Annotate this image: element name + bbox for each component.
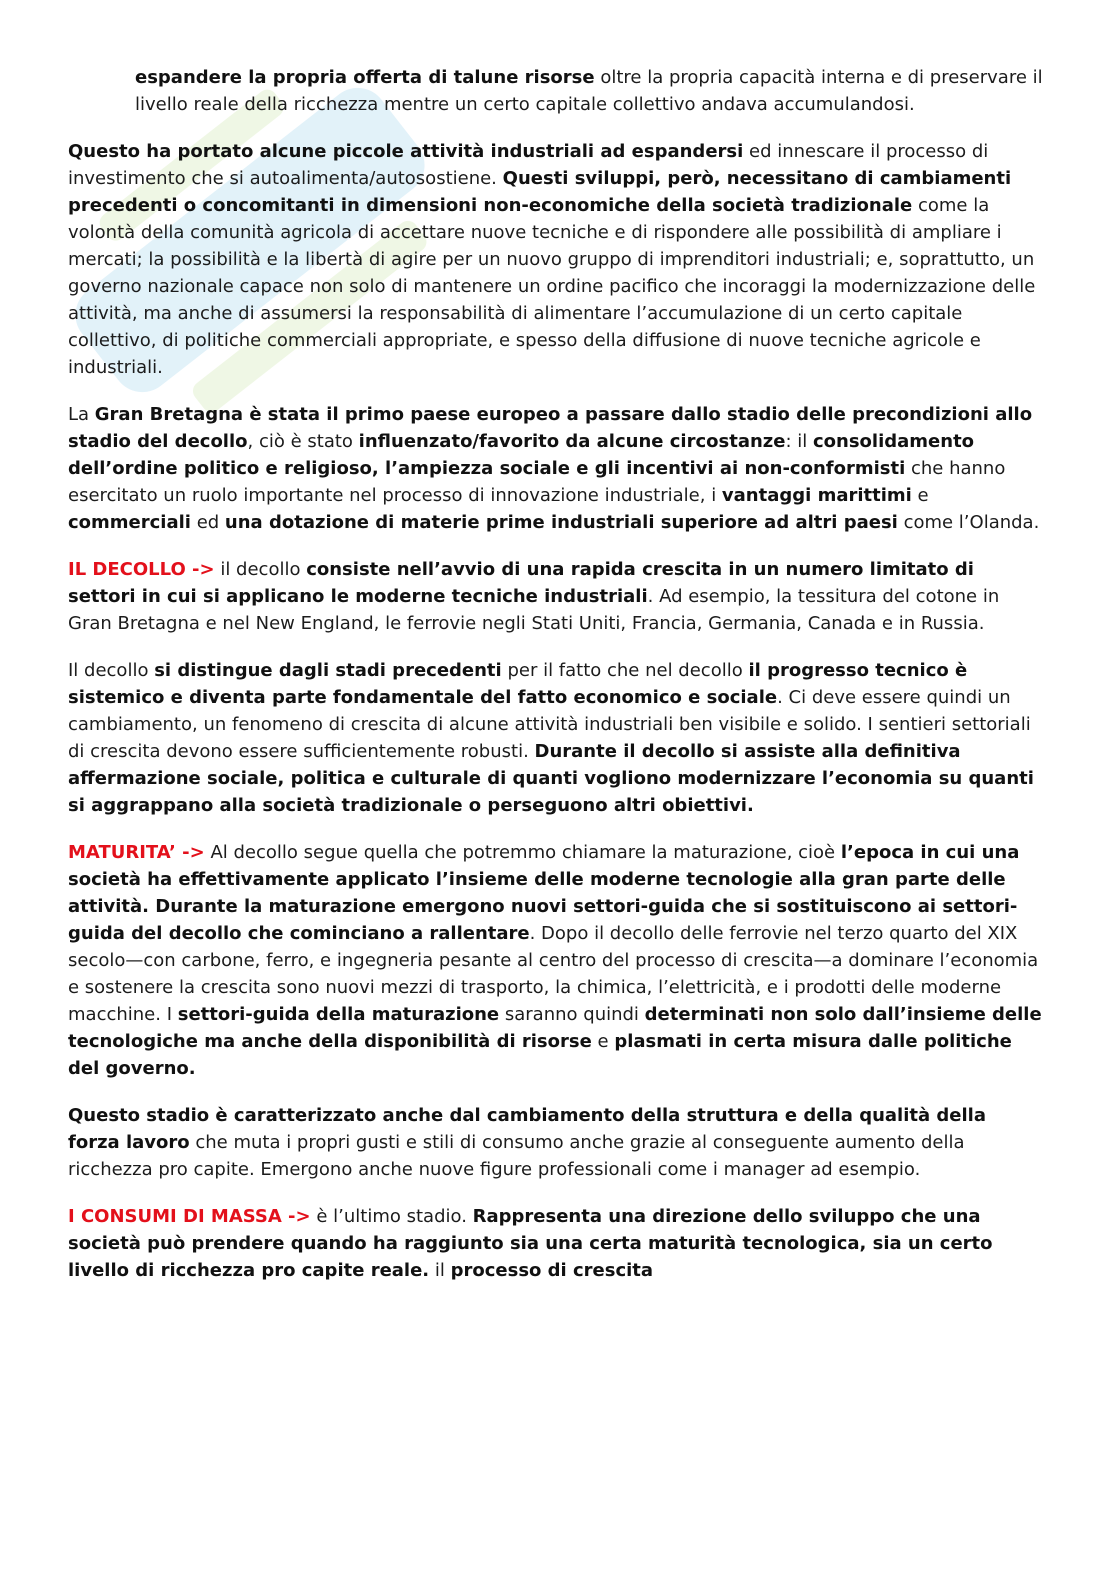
paragraph-continuation [68, 64, 1043, 118]
body-text: che hanno esercitato un ruolo importante nel processo di innovazione industriale, i [68, 458, 1006, 506]
bold-text: Rappresenta una direzione dello sviluppo che una società può prendere quando ha raggiunto sia una certa maturità tecnologica, sia un certo livello di ricchezza pro capite reale. [68, 1206, 993, 1281]
body-text: che muta i propri gusti e stili di consumo anche grazie al conseguente aumento della ricchezza pro capite. Emergono anche nuove figure professionali come i manager ad esempio. [68, 1132, 965, 1180]
paragraph-investimento [68, 138, 1043, 381]
bold-text: Durante il decollo si assiste alla definitiva affermazione sociale, politica e culturale di quanti vogliono modernizzare l’economia su quanti si aggrappano alla società tradizionale o perseguono altri obiettivi. [68, 741, 1034, 816]
body-text: è l’ultimo stadio. [310, 1206, 473, 1227]
bold-text: il progresso tecnico è sistemico e diventa parte fondamentale del fatto economico e sociale [68, 660, 968, 708]
body-text: . Ad esempio, la tessitura del cotone in Gran Bretagna e nel New England, le ferrovie negli Stati Uniti, Francia, Germania, Canada e in Russia. [68, 586, 1000, 634]
paragraph-decollo [68, 556, 1043, 637]
bold-text: consiste nell’avvio di una rapida crescita in un numero limitato di settori in cui si applicano le moderne tecniche industriali [68, 559, 974, 607]
paragraph-forza-lavoro [68, 1102, 1043, 1183]
bold-text: determinati non solo dall’insieme delle tecnologiche ma anche della disponibilità di risorse [68, 1004, 1042, 1052]
paragraph-gran-bretagna [68, 401, 1043, 536]
bold-text: Questi sviluppi, però, necessitano di cambiamenti precedenti o concomitanti in dimensioni non-economiche della società tradizionale [68, 168, 1012, 216]
bold-text: settori-guida della maturazione [177, 1004, 500, 1025]
body-text: oltre la propria capacità interna e di preservare il livello reale della ricchezza mentre un certo capitale collettivo andava accumulandosi. [135, 67, 1043, 115]
bold-text: influenzato/favorito da alcune circostanze [358, 431, 786, 452]
section-heading-maturita: MATURITA’ -> [68, 842, 205, 863]
body-text: La [68, 404, 95, 425]
bold-text: Gran Bretagna è stata il primo paese europeo a passare dallo stadio delle precondizioni allo stadio del decollo [68, 404, 1033, 452]
body-text: per il fatto che nel decollo [501, 660, 749, 681]
bold-text: una dotazione di materie prime industriali superiore ad altri paesi [224, 512, 898, 533]
bold-text: processo di crescita [450, 1260, 654, 1281]
document-page [68, 64, 1043, 1304]
bold-text: plasmati in certa misura dalle politiche del governo. [68, 1031, 1012, 1079]
bold-text: vantaggi marittimi [721, 485, 912, 506]
bold-text: consolidamento dell’ordine politico e religioso, l’ampiezza sociale e gli incentivi ai non-conformisti [68, 431, 975, 479]
paragraph-maturita [68, 839, 1043, 1082]
bold-text: si distingue dagli stadi precedenti [154, 660, 502, 681]
body-text: come la volontà della comunità agricola di accettare nuove tecniche e di rispondere alle possibilità di ampliare i mercati; la possibilità e la libertà di agire per un nuovo gruppo di imprenditori industriali; e, soprattutto, un governo nazionale capace non solo di mantenere un ordine pacifico che incoraggi la modernizzazione delle attività, ma anche di assumersi la responsabilità di alimentare l’accumulazione di un certo capitale collettivo, di politiche commerciali appropriate, e spesso della diffusione di nuove tecniche agricole e industriali. [68, 195, 1036, 378]
paragraph-consumi-di-massa [68, 1203, 1043, 1284]
body-text: . Dopo il decollo delle ferrovie nel terzo quarto del XIX secolo—con carbone, ferro, e ingegneria pesante al centro del processo di crescita—a dominare l’economia e sostenere la crescita sono nuovi mezzi di trasporto, la chimica, l’elettricità, e i prodotti delle moderne macchine. I [68, 923, 1039, 1025]
body-text: . Ci deve essere quindi un cambiamento, un fenomeno di crescita di alcune attività industriali ben visibile e solido. I sentieri settoriali di crescita devono essere sufficientemente robusti. [68, 687, 1031, 762]
body-text: ed [190, 512, 225, 533]
body-text: Il decollo [68, 660, 155, 681]
section-heading-decollo: IL DECOLLO -> [68, 559, 215, 580]
body-text: e [911, 485, 929, 506]
body-text: come l’Olanda. [897, 512, 1040, 533]
section-heading-consumi-di-massa: I CONSUMI DI MASSA -> [68, 1206, 311, 1227]
body-text: il decollo [214, 559, 307, 580]
body-text: Al decollo segue quella che potremmo chiamare la maturazione, cioè [204, 842, 841, 863]
bold-text: commerciali [68, 512, 191, 533]
body-text: saranno quindi [499, 1004, 645, 1025]
bold-text: l’epoca in cui una società ha effettivamente applicato l’insieme delle moderne tecnologie alla gran parte delle attività. Durante la maturazione emergono nuovi settori-guida che si sostituiscono ai settori-guida del decollo che cominciano a rallentare [68, 842, 1020, 944]
paragraph-decollo-distinzione [68, 657, 1043, 819]
body-text: , ciò è stato [247, 431, 359, 452]
body-text: il [429, 1260, 451, 1281]
bold-text: espandere la propria offerta di talune risorse [135, 67, 595, 88]
body-text: : il [785, 431, 813, 452]
bold-text: Questo ha portato alcune piccole attività industriali ad espandersi [68, 141, 744, 162]
body-text: ed innescare il processo di investimento che si autoalimenta/autosostiene. [68, 141, 989, 189]
body-text: e [591, 1031, 615, 1052]
bold-text: Questo stadio è caratterizzato anche dal cambiamento della struttura e della qualità della forza lavoro [68, 1105, 986, 1153]
